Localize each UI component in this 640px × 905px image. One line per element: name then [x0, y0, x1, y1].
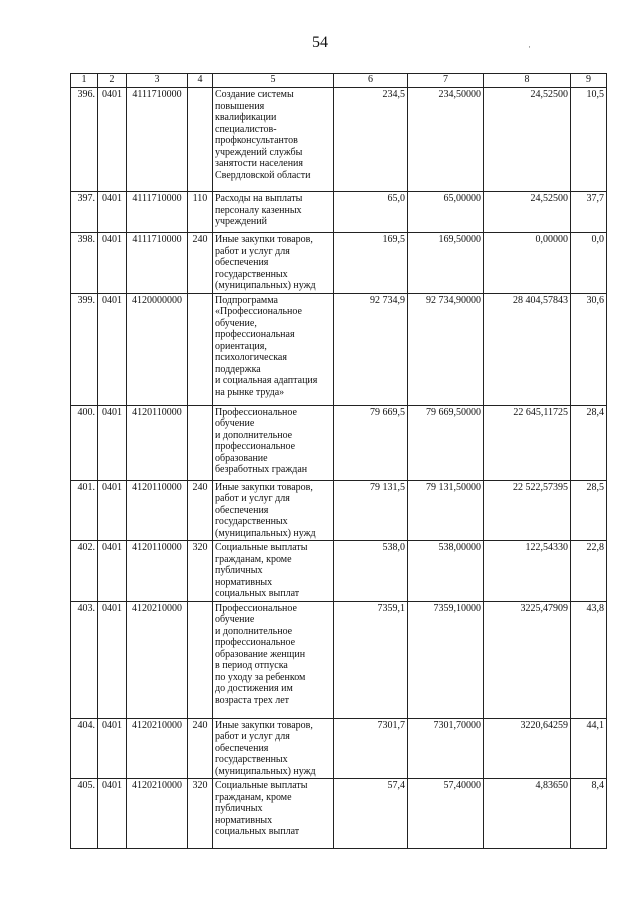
row-number-cell: 402. [71, 541, 98, 602]
expense-kind-cell: 320 [188, 779, 213, 849]
percent-cell: 8,4 [571, 779, 607, 849]
approved-amount-cell: 79 669,5 [334, 405, 408, 480]
row-number-cell: 397. [71, 192, 98, 233]
description-line: социальных выплат [215, 588, 300, 599]
description-line: работ и услуг для [215, 245, 290, 257]
target-article-cell: 4120110000 [127, 405, 188, 480]
col-header: 7 [408, 74, 484, 88]
page-number: 54 [312, 34, 328, 51]
section-code-cell: 0401 [98, 293, 127, 405]
percent-cell: 0,0 [571, 233, 607, 294]
table-row [71, 480, 607, 541]
description-line: учреждений [215, 216, 267, 227]
section-code-cell: 0401 [98, 718, 127, 779]
description-cell [213, 480, 334, 541]
description-line: государственных [215, 754, 288, 765]
col-header: 9 [571, 74, 607, 88]
description-line: повышения [215, 100, 265, 112]
target-article-cell: 4111710000 [127, 192, 188, 233]
description-line: образование женщин [215, 648, 306, 660]
description-line: социальных выплат [215, 826, 300, 837]
budget-table [70, 73, 607, 849]
description-line: (муниципальных) нужд [215, 280, 316, 291]
budget-amount-cell: 538,00000 [408, 541, 484, 602]
table-row [71, 405, 607, 480]
row-number-cell: 400. [71, 405, 98, 480]
target-article-cell: 4120110000 [127, 541, 188, 602]
col-header: 4 [188, 74, 213, 88]
description-cell [213, 405, 334, 480]
approved-amount-cell: 169,5 [334, 233, 408, 294]
description-line: профконсультантов [215, 135, 298, 146]
description-cell [213, 601, 334, 718]
description-line: (муниципальных) нужд [215, 765, 316, 777]
description-line: обучение [215, 614, 255, 625]
row-number-cell: 405. [71, 779, 98, 849]
expense-kind-cell: 240 [188, 233, 213, 294]
description-line: персоналу казенных [215, 204, 302, 216]
description-cell [213, 88, 334, 192]
table-row [71, 192, 607, 233]
col-header: 1 [71, 74, 98, 88]
description-line: Создание системы [215, 89, 294, 100]
description-line: квалификации [215, 112, 277, 123]
description-line: профессиональная [215, 329, 295, 340]
description-line: Социальные выплаты [215, 780, 308, 791]
description-line: «Профессиональное [215, 306, 302, 317]
description-cell [213, 779, 334, 849]
section-code-cell: 0401 [98, 88, 127, 192]
description-line: гражданам, кроме [215, 553, 292, 565]
executed-amount-cell: 0,00000 [484, 233, 571, 294]
description-line: работ и услуг для [215, 731, 290, 742]
executed-amount-cell: 24,52500 [484, 192, 571, 233]
description-line: возраста трех лет [215, 694, 290, 706]
section-code-cell: 0401 [98, 405, 127, 480]
percent-cell: 28,5 [571, 480, 607, 541]
row-number-cell: 404. [71, 718, 98, 779]
executed-amount-cell: 22 522,57395 [484, 480, 571, 541]
section-code-cell: 0401 [98, 779, 127, 849]
description-line: Иные закупки товаров, [215, 719, 313, 731]
percent-cell: 30,6 [571, 293, 607, 405]
budget-amount-cell: 57,40000 [408, 779, 484, 849]
percent-cell: 43,8 [571, 601, 607, 718]
description-line: публичных [215, 565, 263, 576]
table-body [71, 88, 607, 849]
expense-kind-cell [188, 293, 213, 405]
description-line: безработных граждан [215, 464, 308, 475]
description-line: Расходы на выплаты [215, 193, 303, 204]
description-line: Свердловской области [215, 169, 311, 181]
row-number-cell: 399. [71, 293, 98, 405]
description-line: и социальная адаптация [215, 375, 318, 386]
target-article-cell: 4111710000 [127, 88, 188, 192]
description-line: занятости населения [215, 158, 304, 169]
approved-amount-cell: 538,0 [334, 541, 408, 602]
section-code-cell: 0401 [98, 541, 127, 602]
description-line: по уходу за ребенком [215, 671, 306, 683]
approved-amount-cell: 7359,1 [334, 601, 408, 718]
description-line: государственных [215, 268, 288, 280]
col-header: 5 [213, 74, 334, 88]
percent-cell: 22,8 [571, 541, 607, 602]
percent-cell: 10,5 [571, 88, 607, 192]
description-line: обеспечения [215, 504, 269, 516]
percent-cell: 44,1 [571, 718, 607, 779]
description-line: учреждений службы [215, 146, 303, 158]
executed-amount-cell: 4,83650 [484, 779, 571, 849]
expense-kind-cell: 320 [188, 541, 213, 602]
margin-mark: · [528, 42, 531, 52]
budget-amount-cell: 79 669,50000 [408, 405, 484, 480]
description-line: гражданам, кроме [215, 791, 292, 803]
description-line: обучение, [215, 317, 257, 329]
expense-kind-cell [188, 601, 213, 718]
description-line: ориентация, [215, 340, 267, 352]
description-line: (муниципальных) нужд [215, 527, 316, 539]
description-line: специалистов- [215, 123, 277, 135]
row-number-cell: 396. [71, 88, 98, 192]
target-article-cell: 4120210000 [127, 779, 188, 849]
description-line: государственных [215, 516, 288, 527]
col-header: 3 [127, 74, 188, 88]
description-line: профессиональное [215, 441, 296, 452]
approved-amount-cell: 65,0 [334, 192, 408, 233]
target-article-cell: 4120210000 [127, 601, 188, 718]
percent-cell: 37,7 [571, 192, 607, 233]
description-line: Подпрограмма [215, 294, 278, 306]
header-row [71, 74, 607, 88]
executed-amount-cell: 22 645,11725 [484, 405, 571, 480]
expense-kind-cell [188, 88, 213, 192]
description-line: профессиональное [215, 637, 296, 648]
description-line: до достижения им [215, 683, 293, 694]
approved-amount-cell: 92 734,9 [334, 293, 408, 405]
description-line: обеспечения [215, 257, 269, 268]
budget-amount-cell: 234,50000 [408, 88, 484, 192]
description-cell [213, 192, 334, 233]
approved-amount-cell: 7301,7 [334, 718, 408, 779]
description-line: поддержка [215, 363, 261, 375]
description-line: на рынке труда» [215, 386, 285, 398]
description-line: психологическая [215, 352, 287, 363]
budget-amount-cell: 65,00000 [408, 192, 484, 233]
approved-amount-cell: 234,5 [334, 88, 408, 192]
description-line: обеспечения [215, 742, 269, 754]
executed-amount-cell: 3225,47909 [484, 601, 571, 718]
description-line: нормативных [215, 814, 273, 826]
description-line: Иные закупки товаров, [215, 481, 313, 493]
budget-amount-cell: 92 734,90000 [408, 293, 484, 405]
target-article-cell: 4120000000 [127, 293, 188, 405]
budget-amount-cell: 7359,10000 [408, 601, 484, 718]
description-line: работ и услуг для [215, 493, 290, 504]
section-code-cell: 0401 [98, 480, 127, 541]
row-number-cell: 403. [71, 601, 98, 718]
col-header: 8 [484, 74, 571, 88]
description-line: нормативных [215, 576, 273, 588]
executed-amount-cell: 3220,64259 [484, 718, 571, 779]
budget-amount-cell: 79 131,50000 [408, 480, 484, 541]
table-row [71, 293, 607, 405]
target-article-cell: 4120110000 [127, 480, 188, 541]
description-line: образование [215, 452, 268, 464]
row-number-cell: 401. [71, 480, 98, 541]
executed-amount-cell: 122,54330 [484, 541, 571, 602]
description-line: и дополнительное [215, 429, 293, 441]
table-row [71, 718, 607, 779]
expense-kind-cell: 110 [188, 192, 213, 233]
table-row [71, 541, 607, 602]
description-line: в период отпуска [215, 660, 288, 671]
description-line: и дополнительное [215, 625, 293, 637]
description-line: Профессиональное [215, 602, 297, 614]
description-cell [213, 293, 334, 405]
description-cell [213, 541, 334, 602]
description-cell [213, 718, 334, 779]
percent-cell: 28,4 [571, 405, 607, 480]
approved-amount-cell: 79 131,5 [334, 480, 408, 541]
description-line: Социальные выплаты [215, 542, 308, 553]
section-code-cell: 0401 [98, 233, 127, 294]
col-header: 6 [334, 74, 408, 88]
table-row [71, 233, 607, 294]
description-line: Профессиональное [215, 406, 297, 418]
executed-amount-cell: 24,52500 [484, 88, 571, 192]
table-row [71, 779, 607, 849]
table-row [71, 88, 607, 192]
target-article-cell: 4120210000 [127, 718, 188, 779]
budget-amount-cell: 169,50000 [408, 233, 484, 294]
description-line: публичных [215, 803, 263, 814]
table-row [71, 601, 607, 718]
section-code-cell: 0401 [98, 601, 127, 718]
row-number-cell: 398. [71, 233, 98, 294]
expense-kind-cell [188, 405, 213, 480]
col-header: 2 [98, 74, 127, 88]
approved-amount-cell: 57,4 [334, 779, 408, 849]
section-code-cell: 0401 [98, 192, 127, 233]
description-cell [213, 233, 334, 294]
target-article-cell: 4111710000 [127, 233, 188, 294]
budget-amount-cell: 7301,70000 [408, 718, 484, 779]
executed-amount-cell: 28 404,57843 [484, 293, 571, 405]
description-line: обучение [215, 418, 255, 429]
expense-kind-cell: 240 [188, 480, 213, 541]
description-line: Иные закупки товаров, [215, 234, 313, 245]
expense-kind-cell: 240 [188, 718, 213, 779]
